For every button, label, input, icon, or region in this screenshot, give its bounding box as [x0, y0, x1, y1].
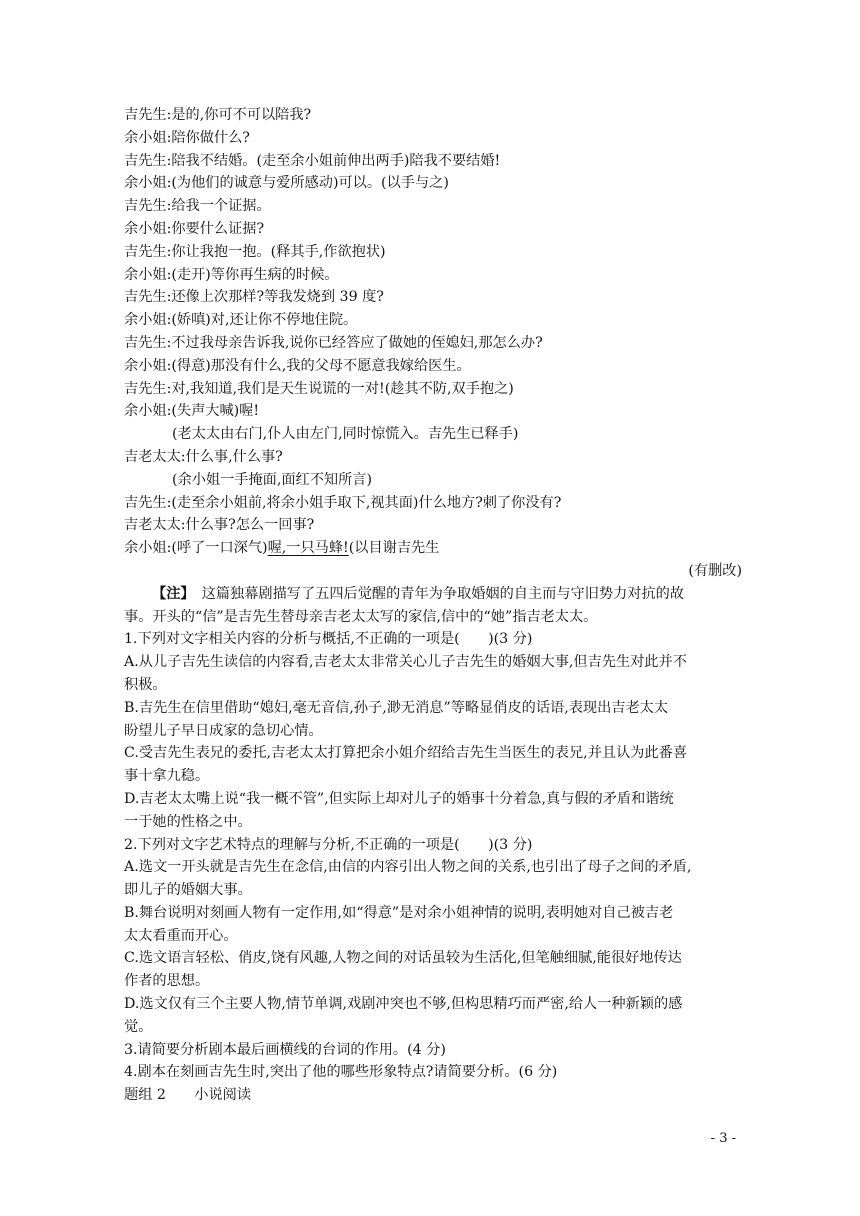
speech: :(呼了一口深气) [166, 540, 268, 557]
speaker: 吉先生 [124, 494, 167, 511]
speech: :还像上次那样?等我发烧到 39 度? [166, 289, 384, 306]
speech: :(娇嗔)对,还让你不停地住院。 [166, 312, 358, 329]
speaker: 余小姐 [124, 312, 167, 329]
page-number: - 3 - [710, 1131, 736, 1146]
q2-option-a: A.选文一开头就是吉先生在念信,由信的内容引出人物之间的关系,也引出了母子之间的矛盾, [124, 859, 692, 876]
dialogue-line [124, 241, 742, 264]
question-3: 3.请简要分析剧本最后画横线的台词的作用。(4 分) [124, 1041, 446, 1058]
q2-option-d-cont: 觉。 [124, 1018, 153, 1035]
annotation-tag: 【注】 [152, 585, 188, 602]
dialogue-line [124, 378, 742, 401]
q1-option-c-cont: 事十拿九稳。 [124, 768, 210, 785]
speaker: 余小姐 [124, 403, 167, 420]
annotation [124, 583, 742, 606]
speech: :不过我母亲告诉我,说你已经答应了做她的侄媳妇,那怎么办? [166, 334, 543, 351]
speech: :(得意)那没有什么,我的父母不愿意我嫁给医生。 [166, 357, 471, 374]
dialogue-line [124, 218, 742, 241]
dialogue-line [124, 355, 742, 378]
dialogue-line [124, 492, 742, 515]
dialogue-line [124, 537, 742, 560]
speech: :(为他们的诚意与爱所感动)可以。(以手与之) [166, 175, 449, 192]
speech: :(失声大喊)喔! [166, 403, 260, 420]
dialogue-line [124, 400, 742, 423]
q1-option-a-cont: 积极。 [124, 676, 167, 693]
q2-option-c-cont: 作者的思想。 [124, 973, 210, 990]
stage-direction: (老太太由右门,仆人由左门,同时惊慌入。吉先生已释手) [172, 426, 519, 443]
speech: :你让我抱一抱。(释其手,作欲抱状) [166, 243, 386, 260]
underlined-line: 喔,一只马蜂! [267, 540, 349, 557]
speaker: 吉先生 [124, 289, 167, 306]
q2-option-c: C.选文语言轻松、俏皮,饶有风趣,人物之间的对话虽较为生活化,但笔触细腻,能很好地传达 [124, 950, 682, 967]
speaker: 余小姐 [124, 357, 167, 374]
speech: :陪你做什么? [166, 129, 250, 146]
section-heading: 题组 2 小说阅读 [124, 1087, 252, 1104]
dialogue-block [124, 104, 742, 423]
page-content [124, 104, 742, 1107]
speech: :什么事?怎么一回事? [180, 517, 315, 534]
speaker: 余小姐 [124, 220, 167, 237]
dialogue-line [124, 127, 742, 150]
speaker: 吉先生 [124, 107, 167, 123]
dialogue-line [124, 309, 742, 332]
speaker: 吉先生 [124, 334, 167, 351]
q1-option-a: A.从儿子吉先生读信的内容看,吉老太太非常关心儿子吉先生的婚姻大事,但吉先生对此并不 [124, 654, 687, 671]
speech: (以目谢吉先生 [348, 540, 440, 557]
speaker: 吉先生 [124, 198, 167, 215]
q2-option-b-cont: 太太看重而开心。 [124, 927, 238, 944]
edited-note: (有删改) [688, 562, 742, 579]
q1-option-b-cont: 盼望儿子早日成家的急切心情。 [124, 722, 323, 739]
dialogue-line [124, 195, 742, 218]
speech: :对,我知道,我们是天生说谎的一对!(趁其不防,双手抱之) [166, 380, 514, 397]
question-2-stem: 2.下列对文字艺术特点的理解与分析,不正确的一项是( )(3 分) [124, 836, 533, 853]
speaker: 余小姐 [124, 540, 167, 557]
speaker: 吉老太太 [124, 448, 181, 465]
speaker: 吉老太太 [124, 517, 181, 534]
q2-option-d: D.选文仅有三个主要人物,情节单调,戏剧冲突也不够,但构思精巧而严密,给人一种新颖的感 [124, 996, 683, 1013]
q2-option-b: B.舞台说明对刻画人物有一定作用,如“得意”是对余小姐神情的说明,表明她对自己被吉老 [124, 904, 674, 921]
q1-option-d: D.吉老太太嘴上说“我一概不管”,但实际上却对儿子的婚事十分着急,真与假的矛盾和谐统 [124, 790, 674, 807]
q1-option-c: C.受吉先生表兄的委托,吉老太太打算把余小姐介绍给吉先生当医生的表兄,并且认为此番喜 [124, 745, 688, 762]
speech: :是的,你可不可以陪我? [166, 107, 312, 123]
dialogue-line [124, 264, 742, 287]
speaker: 吉先生 [124, 243, 167, 260]
q1-option-d-cont: 一于她的性格之中。 [124, 813, 252, 830]
stage-direction: (余小姐一手掩面,面红不知所言) [172, 471, 373, 488]
speech: :什么事,什么事? [180, 448, 283, 465]
speech: :陪我不结婚。(走至余小姐前伸出两手)陪我不要结婚! [166, 152, 501, 169]
speech: :给我一个证据。 [166, 198, 271, 215]
question-1-stem: 1.下列对文字相关内容的分析与概括,不正确的一项是( )(3 分) [124, 631, 533, 648]
speech: :(走开)等你再生病的时候。 [166, 266, 339, 283]
speaker: 吉先生 [124, 152, 167, 169]
question-4: 4.剧本在刻画吉先生时,突出了他的哪些形象特点?请简要分析。(6 分) [124, 1064, 558, 1081]
dialogue-line [124, 172, 742, 195]
annotation-cont: 事。开头的“信”是吉先生替母亲吉老太太写的家信,信中的“她”指吉老太太。 [124, 608, 598, 625]
speaker: 余小姐 [124, 175, 167, 192]
dialogue-line [124, 104, 742, 127]
dialogue-line [124, 514, 742, 537]
speaker: 吉先生 [124, 380, 167, 397]
dialogue-line [124, 150, 742, 173]
speaker: 余小姐 [124, 266, 167, 283]
dialogue-line [124, 332, 742, 355]
q1-option-b: B.吉先生在信里借助“媳妇,毫无音信,孙子,渺无消息”等略显俏皮的话语,表现出吉老太太 [124, 699, 669, 716]
dialogue-line [124, 286, 742, 309]
annotation-text: 这篇独幕剧描写了五四后觉醒的青年为争取婚姻的自主而与守旧势力对抗的故 [201, 585, 685, 602]
speech: :你要什么证据? [166, 220, 265, 237]
speech: :(走至余小姐前,将余小姐手取下,视其面)什么地方?刺了你没有? [166, 494, 562, 511]
speaker: 余小姐 [124, 129, 167, 146]
dialogue-line [124, 446, 742, 469]
q2-option-a-cont: 即儿子的婚姻大事。 [124, 882, 252, 899]
